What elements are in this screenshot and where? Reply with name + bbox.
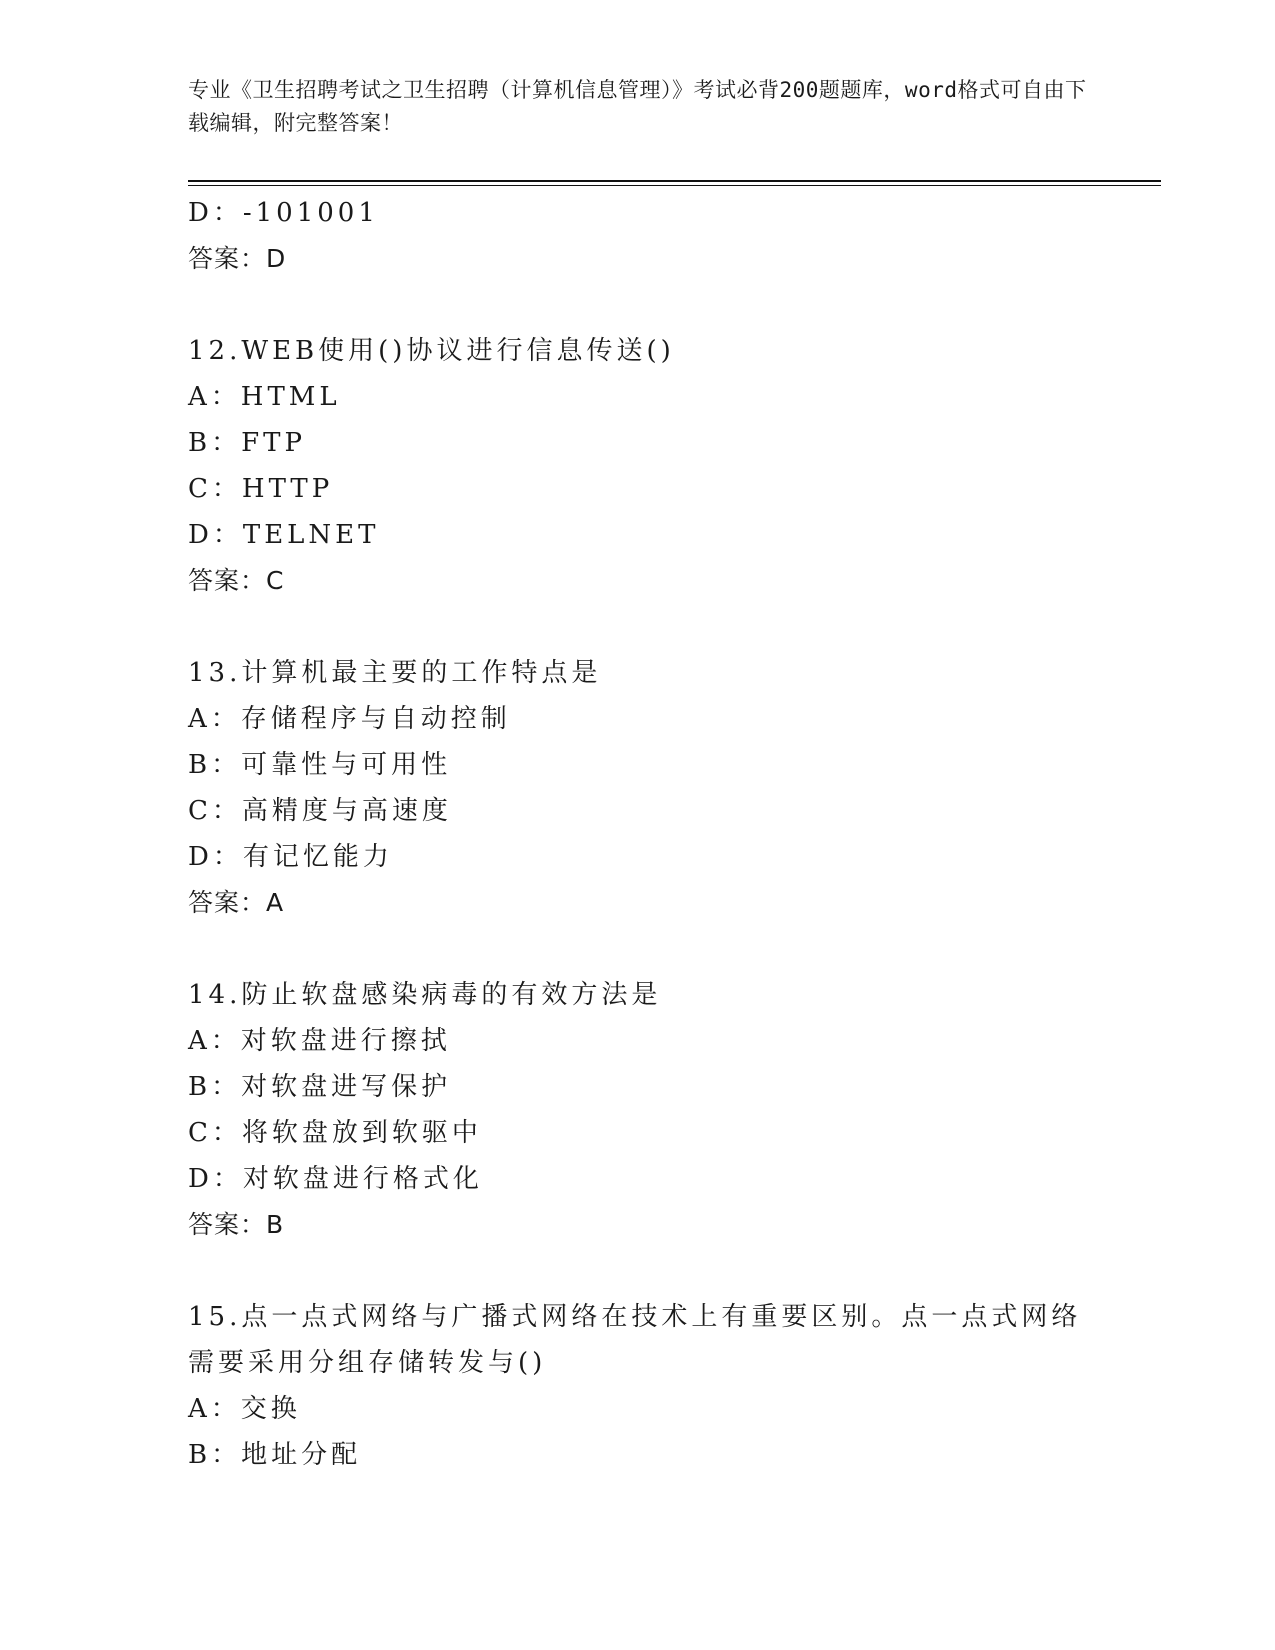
- question-list: [188, 190, 1168, 1478]
- document-header: 专业《卫生招聘考试之卫生招聘（计算机信息管理）》考试必背200题题库，word格式可自由下载编辑，附完整答案！: [188, 78, 1087, 135]
- question-stem: 14.防止软盘感染病毒的有效方法是: [188, 980, 662, 1010]
- prev-answer: 答案：D: [188, 244, 287, 273]
- question-15: [188, 1294, 1168, 1478]
- question-stem: 15.点一点式网络与广播式网络在技术上有重要区别。点一点式网络需要采用分组存储转发与(): [188, 1302, 1082, 1378]
- spacer: [188, 282, 1168, 328]
- option-c: C：HTTP: [188, 474, 334, 504]
- option-c: C：将软盘放到软驱中: [188, 1118, 482, 1148]
- answer: 答案：A: [188, 888, 285, 917]
- question-stem: 13.计算机最主要的工作特点是: [188, 658, 602, 688]
- option-a: A：对软盘进行擦拭: [188, 1026, 451, 1056]
- option-d: D：TELNET: [188, 520, 380, 550]
- spacer: [188, 1248, 1168, 1294]
- question-13: [188, 650, 1168, 926]
- question-stem: 12.WEB使用()协议进行信息传送(): [188, 336, 675, 366]
- option-d: D：有记忆能力: [188, 842, 393, 872]
- option-b: B：对软盘进写保护: [188, 1072, 452, 1102]
- header-divider: [188, 180, 1161, 186]
- question-12: [188, 328, 1168, 604]
- option-b: B：地址分配: [188, 1440, 362, 1470]
- question-14: [188, 972, 1168, 1248]
- option-a: A：存储程序与自动控制: [188, 704, 511, 734]
- option-b: B：可靠性与可用性: [188, 750, 452, 780]
- answer: 答案：C: [188, 566, 285, 595]
- option-a: A：HTML: [188, 382, 341, 412]
- option-d: D：对软盘进行格式化: [188, 1164, 483, 1194]
- prev-option-d: D：-101001: [188, 198, 379, 228]
- option-c: C：高精度与高速度: [188, 796, 452, 826]
- option-b: B：FTP: [188, 428, 306, 458]
- spacer: [188, 926, 1168, 972]
- option-a: A：交换: [188, 1394, 301, 1424]
- answer: 答案：B: [188, 1210, 285, 1239]
- spacer: [188, 604, 1168, 650]
